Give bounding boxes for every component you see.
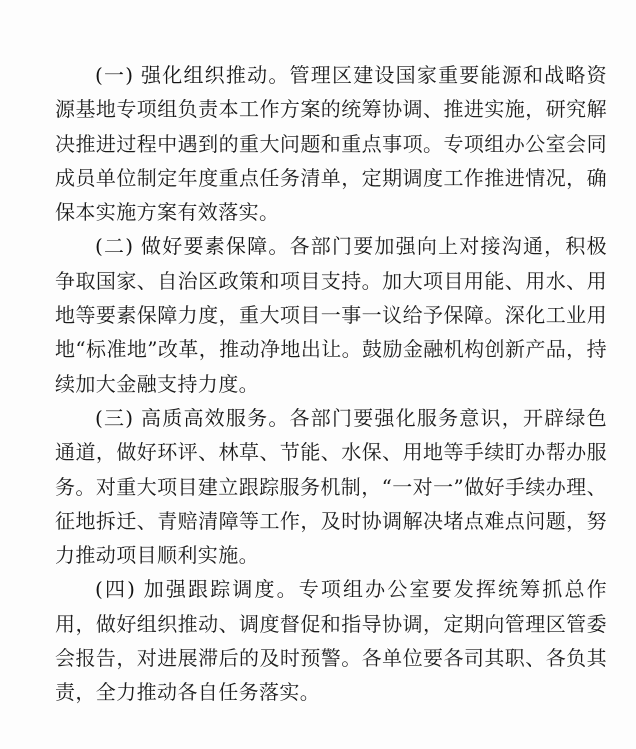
paragraph-2 (55, 229, 607, 400)
paragraph-3-text: 各部门要强化服务意识，开辟绿色通道，做好环评、林草、节能、水保、用地等手续盯办帮办服务。对重大项目建立跟踪服务机制，“一对一”做好手续办理、征地拆迁、青赔清障等工作，及时协调解决堵点难点问题，努力推动项目顺利实施。 (55, 405, 607, 568)
paragraph-1 (55, 58, 607, 229)
paragraph-4 (55, 572, 607, 709)
paragraph-1-heading: (一) 强化组织推动。 (95, 63, 290, 87)
paragraph-2-text: 各部门要加强向上对接沟通，积极争取国家、自治区政策和项目支持。加大项目用能、用水、用地等要素保障力度，重大项目一事一议给予保障。深化工业用地“标准地”改革，推动净地出让。鼓励金融机构创新产品，持续加大金融支持力度。 (55, 234, 607, 396)
paragraph-3-heading: (三) 高质高效服务。 (95, 405, 290, 430)
paragraph-3 (55, 401, 607, 572)
document-body (55, 58, 607, 710)
paragraph-4-text: 专项组办公室要发挥统筹抓总作用，做好组织推动、调度督促和指导协调，定期向管理区管委会报告，对进展滞后的及时预警。各单位要各司其职、各负其责，全力推动各自任务落实。 (55, 577, 607, 705)
paragraph-1-text: 管理区建设国家重要能源和战略资源基地专项组负责本工作方案的统筹协调、推进实施，研究解决推进过程中遇到的重大问题和重点事项。专项组办公室会同成员单位制定年度重点任务清单，定期调度工作推进情况，确保本实施方案有效落实。 (55, 63, 607, 225)
paragraph-2-heading: (二) 做好要素保障。 (95, 234, 290, 259)
paragraph-4-heading: (四) 加强跟踪调度。 (95, 577, 299, 602)
